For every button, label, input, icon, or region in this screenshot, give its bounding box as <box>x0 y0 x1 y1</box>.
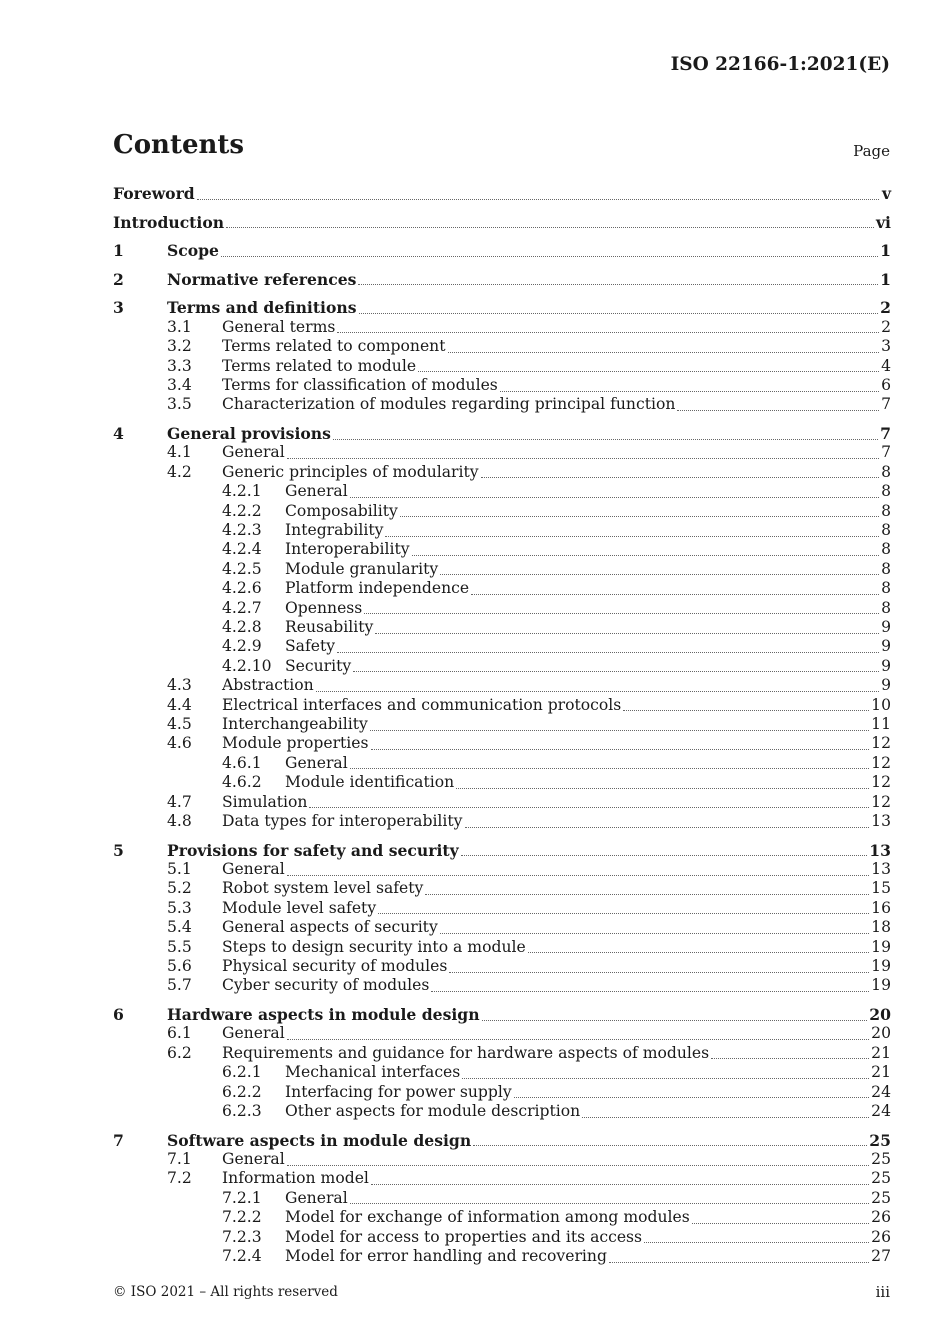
dot-leader <box>456 787 869 789</box>
toc-entry-title: General terms <box>222 317 336 336</box>
toc-entry[interactable] <box>113 579 891 599</box>
toc-entry-page: 2 <box>880 298 891 318</box>
dot-leader <box>623 709 869 711</box>
toc-entry-page: 8 <box>881 501 891 520</box>
document-id-header: ISO 22166-1:2021(E) <box>670 54 890 75</box>
toc-entry-page: 9 <box>881 637 891 656</box>
toc-entry[interactable] <box>113 318 891 338</box>
toc-entry[interactable] <box>113 1005 891 1025</box>
dot-leader <box>465 826 870 828</box>
toc-entry[interactable] <box>113 812 891 832</box>
dot-leader <box>333 438 878 440</box>
toc-entry-page: 19 <box>871 957 891 975</box>
toc-entry-title: Interchangeability <box>222 715 368 733</box>
toc-entry-number: 4.6.2 <box>222 773 262 792</box>
toc-entry-number: 5.5 <box>167 937 192 956</box>
toc-entry-number: 4.2.10 <box>222 656 272 675</box>
toc-entry[interactable] <box>113 1024 891 1044</box>
toc-entry-number: 4.1 <box>167 443 192 462</box>
toc-entry[interactable] <box>113 463 891 483</box>
toc-entry-number: 6.2 <box>167 1043 192 1062</box>
toc-entry[interactable] <box>113 957 891 977</box>
toc-entry[interactable] <box>113 376 891 396</box>
toc-entry[interactable] <box>113 773 891 793</box>
toc-entry[interactable] <box>113 184 891 204</box>
toc-entry-number: 4.5 <box>167 715 192 733</box>
toc-entry-number: 3.2 <box>167 337 192 356</box>
dot-leader <box>400 515 879 517</box>
toc-entry-title: General aspects of security <box>222 918 438 937</box>
toc-entry[interactable] <box>113 734 891 754</box>
toc-entry-page: 19 <box>871 976 891 995</box>
toc-entry[interactable] <box>113 337 891 357</box>
toc-entry-page: 25 <box>871 1169 891 1188</box>
dot-leader <box>461 854 868 856</box>
toc-entry-title: Module level safety <box>222 898 377 917</box>
toc-entry-page: 7 <box>881 443 891 462</box>
dot-leader <box>358 283 878 285</box>
toc-entry-number: 4.2 <box>167 462 192 481</box>
toc-entry[interactable] <box>113 270 891 290</box>
toc-entry[interactable] <box>113 676 891 696</box>
toc-entry-page: 7 <box>880 424 891 443</box>
dot-leader <box>500 390 879 392</box>
toc-entry[interactable] <box>113 1044 891 1064</box>
toc-entry-number: 5.4 <box>167 918 192 937</box>
toc-entry-number: 3 <box>113 298 124 318</box>
toc-entry-number: 4.2.7 <box>222 598 262 617</box>
toc-entry-page: 11 <box>871 715 891 733</box>
toc-entry-page: 13 <box>871 860 891 878</box>
toc-entry-title: Normative references <box>167 269 357 289</box>
toc-entry-page: 18 <box>871 918 891 937</box>
dot-leader <box>350 767 869 769</box>
dot-leader <box>337 651 879 653</box>
dot-leader <box>364 612 879 614</box>
dot-leader <box>337 331 879 333</box>
toc-entry-page: 7 <box>881 395 891 414</box>
dot-leader <box>197 198 879 200</box>
toc-entry-title: Hardware aspects in module design <box>167 1005 480 1024</box>
dot-leader <box>440 573 879 575</box>
toc-entry-title: Data types for interoperability <box>222 812 463 830</box>
toc-entry-title: Simulation <box>222 792 308 811</box>
toc-entry-page: 2 <box>881 317 891 336</box>
toc-entry-page: 25 <box>871 1150 891 1168</box>
toc-entry-page: v <box>881 184 891 203</box>
toc-entry-number: 5.3 <box>167 898 192 917</box>
toc-entry-number: 4.2.8 <box>222 618 262 636</box>
toc-entry-title: Robot system level safety <box>222 879 424 898</box>
toc-entry[interactable] <box>113 1208 891 1228</box>
toc-entry[interactable] <box>113 1150 891 1170</box>
toc-entry-page: 27 <box>871 1247 891 1265</box>
toc-entry-number: 4.2.5 <box>222 559 262 578</box>
toc-entry-number: 6 <box>113 1005 124 1024</box>
toc-entry-number: 7.2.3 <box>222 1227 262 1246</box>
toc-entry-page: 9 <box>881 676 891 695</box>
toc-entry-title: Model for error handling and recovering <box>285 1247 607 1265</box>
toc-entry[interactable] <box>113 715 891 735</box>
toc-entry-page: 20 <box>869 1005 891 1024</box>
toc-entry-number: 6.2.3 <box>222 1102 262 1120</box>
toc-entry-page: 10 <box>871 695 891 714</box>
dot-leader <box>440 932 869 934</box>
toc-entry-number: 7.2.2 <box>222 1208 262 1227</box>
toc-entry-page: 6 <box>881 376 891 394</box>
page-number: iii <box>875 1283 890 1301</box>
toc-entry[interactable] <box>113 298 891 318</box>
toc-entry-title: Openness <box>285 598 363 617</box>
toc-entry-number: 4 <box>113 424 124 443</box>
dot-leader <box>359 312 879 314</box>
dot-leader <box>711 1057 869 1059</box>
dot-leader <box>350 496 879 498</box>
toc-entry[interactable] <box>113 424 891 444</box>
toc-entry[interactable] <box>113 540 891 560</box>
toc-entry-number: 5.2 <box>167 879 192 898</box>
toc-entry[interactable] <box>113 357 891 377</box>
toc-entry-title: Electrical interfaces and communication protocols <box>222 695 622 714</box>
toc-entry-number: 2 <box>113 269 124 289</box>
toc-entry[interactable] <box>113 395 891 415</box>
dot-leader <box>353 670 879 672</box>
toc-entry[interactable] <box>113 793 891 813</box>
dot-leader <box>473 1144 867 1146</box>
toc-entry-page: 24 <box>871 1102 891 1120</box>
toc-entry[interactable] <box>113 1247 891 1267</box>
dot-leader <box>471 593 879 595</box>
toc-entry-number: 6.2.1 <box>222 1063 262 1082</box>
toc-entry-number: 1 <box>113 241 124 261</box>
dot-leader <box>582 1116 869 1118</box>
toc-entry-title: Generic principles of modularity <box>222 462 479 481</box>
toc-entry-page: 15 <box>871 879 891 898</box>
toc-entry[interactable] <box>113 860 891 880</box>
toc-entry[interactable] <box>113 1102 891 1122</box>
toc-entry-number: 7.1 <box>167 1150 192 1168</box>
toc-entry-title: Characterization of modules regarding principal function <box>222 395 676 414</box>
toc-entry-title: Module properties <box>222 734 369 753</box>
toc-entry-page: 25 <box>869 1130 891 1150</box>
toc-entry[interactable] <box>113 618 891 638</box>
toc-entry-page: 16 <box>871 898 891 917</box>
dot-leader <box>287 457 879 459</box>
toc-entry-title: Terms for classification of modules <box>222 376 498 394</box>
toc-entry-page: 21 <box>871 1063 891 1082</box>
toc-entry-page: 4 <box>881 356 891 375</box>
dot-leader <box>287 1164 869 1166</box>
toc-entry-title: Provisions for safety and security <box>167 840 459 860</box>
toc-entry[interactable] <box>113 657 891 677</box>
toc-entry-number: 7.2.1 <box>222 1188 262 1207</box>
toc-entry-page: 12 <box>871 792 891 811</box>
toc-entry-page: 24 <box>871 1082 891 1101</box>
toc-entry-page: 1 <box>880 241 891 261</box>
toc-entry-title: Integrability <box>285 521 384 539</box>
toc-entry[interactable] <box>113 599 891 619</box>
dot-leader <box>692 1222 869 1224</box>
toc-entry-title: General <box>222 1150 285 1168</box>
toc-entry[interactable] <box>113 1063 891 1083</box>
toc-entry-page: 26 <box>871 1208 891 1227</box>
toc-entry-number: 4.2.4 <box>222 540 262 559</box>
toc-entry-page: 8 <box>881 579 891 598</box>
toc-entry-number: 5 <box>113 840 124 860</box>
toc-entry-number: 3.3 <box>167 356 192 375</box>
toc-entry-number: 7 <box>113 1130 124 1150</box>
toc-entry-title: Abstraction <box>222 676 314 695</box>
toc-entry-title: Physical security of modules <box>222 957 448 975</box>
toc-entry-page: 9 <box>881 656 891 675</box>
toc-entry-page: 8 <box>881 559 891 578</box>
dot-leader <box>528 951 869 953</box>
dot-leader <box>418 370 879 372</box>
toc-entry-title: Terms and definitions <box>167 298 357 318</box>
toc-entry-title: General <box>285 753 348 772</box>
toc-entry-number: 4.2.1 <box>222 482 262 501</box>
toc-entry-title: Steps to design security into a module <box>222 937 526 956</box>
toc-entry-number: 4.2.2 <box>222 501 262 520</box>
toc-entry[interactable] <box>113 213 891 233</box>
page-column-label: Page <box>853 142 890 160</box>
copyright-footer: © ISO 2021 – All rights reserved <box>113 1284 338 1300</box>
toc-entry-title: Software aspects in module design <box>167 1130 472 1150</box>
toc-entry[interactable] <box>113 696 891 716</box>
toc-entry[interactable] <box>113 1189 891 1209</box>
dot-leader <box>370 729 869 731</box>
toc-entry[interactable] <box>113 637 891 657</box>
toc-entry[interactable] <box>113 443 891 463</box>
toc-entry-title: Cyber security of modules <box>222 976 430 995</box>
toc-entry-page: 13 <box>871 812 891 830</box>
dot-leader <box>226 226 874 228</box>
toc-entry-page: 8 <box>881 521 891 539</box>
dot-leader <box>644 1241 869 1243</box>
toc-entry-title: Module identification <box>285 773 455 792</box>
toc-entry-number: 5.1 <box>167 860 192 878</box>
contents-heading: Contents <box>113 130 245 160</box>
toc-entry-title: Scope <box>167 241 219 261</box>
toc-entry-title: Mechanical interfaces <box>285 1063 461 1082</box>
toc-entry-number: 4.7 <box>167 792 192 811</box>
dot-leader <box>375 632 879 634</box>
toc-entry[interactable] <box>113 899 891 919</box>
toc-entry-number: 4.3 <box>167 676 192 695</box>
dot-leader <box>309 806 869 808</box>
toc-entry[interactable] <box>113 241 891 261</box>
dot-leader <box>221 255 878 257</box>
dot-leader <box>425 893 869 895</box>
toc-entry-page: 8 <box>881 462 891 481</box>
toc-entry-title: Other aspects for module description <box>285 1102 581 1120</box>
dot-leader <box>462 1077 869 1079</box>
dot-leader <box>514 1096 869 1098</box>
dot-leader <box>371 748 870 750</box>
dot-leader <box>609 1261 869 1263</box>
toc-entry-title: Composability <box>285 501 398 520</box>
toc-entry-page: 13 <box>869 840 891 860</box>
toc-entry[interactable] <box>113 879 891 899</box>
toc-entry[interactable] <box>113 841 891 861</box>
dot-leader <box>677 409 879 411</box>
toc-entry[interactable] <box>113 560 891 580</box>
dot-leader <box>287 874 869 876</box>
toc-entry[interactable] <box>113 482 891 502</box>
toc-entry-title: Introduction <box>113 212 225 232</box>
toc-entry[interactable] <box>113 918 891 938</box>
toc-entry-page: 25 <box>871 1188 891 1207</box>
toc-entry-page: 20 <box>871 1024 891 1043</box>
toc-entry-title: Interfacing for power supply <box>285 1082 512 1101</box>
dot-leader <box>448 351 880 353</box>
toc-entry-title: General <box>222 1024 285 1043</box>
toc-entry[interactable] <box>113 938 891 958</box>
toc-entry-number: 5.7 <box>167 976 192 995</box>
toc-entry[interactable] <box>113 1169 891 1189</box>
dot-leader <box>316 690 879 692</box>
toc-entry-number: 4.2.6 <box>222 579 262 598</box>
toc-entry-title: General <box>285 482 348 501</box>
dot-leader <box>449 971 869 973</box>
toc-entry-page: 3 <box>881 337 891 356</box>
dot-leader <box>412 554 879 556</box>
toc-entry[interactable] <box>113 976 891 996</box>
toc-entry-title: Module granularity <box>285 559 439 578</box>
toc-entry-title: Terms related to module <box>222 356 417 375</box>
toc-entry-title: Security <box>285 656 352 675</box>
toc-entry[interactable] <box>113 502 891 522</box>
toc-entry-page: 8 <box>881 482 891 501</box>
toc-entry-page: 19 <box>871 937 891 956</box>
toc-entry-title: General provisions <box>167 424 331 443</box>
toc-entry-page: 12 <box>871 773 891 792</box>
toc-entry[interactable] <box>113 1131 891 1151</box>
toc-entry-page: 9 <box>881 618 891 636</box>
toc-entry-number: 6.1 <box>167 1024 192 1043</box>
toc-entry-title: Model for exchange of information among modules <box>285 1208 690 1227</box>
dot-leader <box>481 476 879 478</box>
toc-entry-page: 12 <box>871 753 891 772</box>
toc-entry-title: Safety <box>285 637 336 656</box>
toc-entry-number: 3.1 <box>167 317 192 336</box>
toc-entry-number: 4.2.3 <box>222 521 262 539</box>
toc-entry-number: 3.5 <box>167 395 192 414</box>
toc-entry-title: Foreword <box>113 184 195 203</box>
dot-leader <box>385 535 879 537</box>
toc-entry-page: 21 <box>871 1043 891 1062</box>
toc-entry-page: 26 <box>871 1227 891 1246</box>
toc-entry-title: Model for access to properties and its access <box>285 1227 643 1246</box>
toc-entry-title: Interoperability <box>285 540 410 559</box>
toc-entry-title: General <box>285 1188 348 1207</box>
toc-entry-number: 4.4 <box>167 695 192 714</box>
toc-entry-title: Reusability <box>285 618 374 636</box>
toc-entry-page: 1 <box>880 269 891 289</box>
dot-leader <box>378 912 869 914</box>
toc-entry-title: General <box>222 443 285 462</box>
dot-leader <box>482 1019 868 1021</box>
toc-entry-number: 3.4 <box>167 376 192 394</box>
toc-entry-number: 4.2.9 <box>222 637 262 656</box>
toc-entry[interactable] <box>113 1083 891 1103</box>
toc-entry-title: Platform independence <box>285 579 470 598</box>
toc-entry-number: 7.2.4 <box>222 1247 262 1265</box>
toc-entry-page: 12 <box>871 734 891 753</box>
toc-entry-number: 4.6 <box>167 734 192 753</box>
toc-entry-page: vi <box>876 212 891 232</box>
toc-entry-title: Information model <box>222 1169 369 1188</box>
toc-entry[interactable] <box>113 521 891 541</box>
toc-entry-number: 4.8 <box>167 812 192 830</box>
toc-entry-number: 5.6 <box>167 957 192 975</box>
toc-entry-number: 7.2 <box>167 1169 192 1188</box>
toc-entry-number: 6.2.2 <box>222 1082 262 1101</box>
dot-leader <box>350 1202 869 1204</box>
dot-leader <box>431 990 869 992</box>
toc-entry-page: 8 <box>881 598 891 617</box>
toc-entry-number: 4.6.1 <box>222 753 262 772</box>
toc-entry-title: General <box>222 860 285 878</box>
toc-entry-page: 8 <box>881 540 891 559</box>
dot-leader <box>287 1038 869 1040</box>
toc-entry-title: Requirements and guidance for hardware aspects of modules <box>222 1043 710 1062</box>
toc-entry[interactable] <box>113 754 891 774</box>
toc-entry[interactable] <box>113 1228 891 1248</box>
toc-entry-title: Terms related to component <box>222 337 446 356</box>
dot-leader <box>371 1183 869 1185</box>
